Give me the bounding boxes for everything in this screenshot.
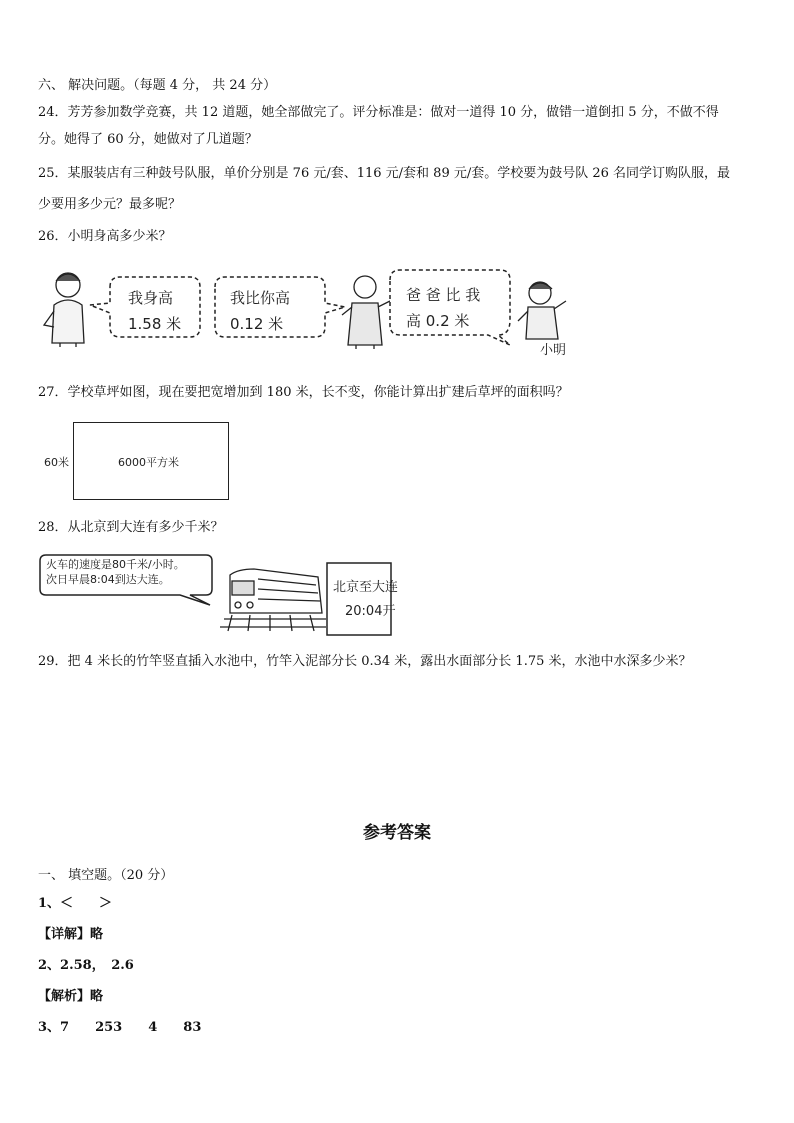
- answer-3: 3、7 253 4 83: [38, 1020, 202, 1035]
- question-24-line-2: 分。她得了 60 分，她做对了几道题？: [38, 132, 258, 147]
- lawn-area-label: 6000平方米: [118, 456, 179, 469]
- answers-title: 参考答案: [363, 823, 431, 843]
- question-29: 29．把 4 米长的竹竿竖直插入水池中，竹竿入泥部分长 0.34 米，露出水面部分长 1.75 米，水池中水深多少米？: [38, 654, 692, 669]
- question-27: 27．学校草坪如图，现在要把宽增加到 180 米，长不变，你能计算出扩建后草坪的面积吗？: [38, 385, 569, 400]
- sign-line-1: 北京至大连: [333, 580, 399, 595]
- answer-1: 1、＜ ＞: [38, 896, 113, 911]
- speech-bubble-3: [390, 270, 510, 345]
- train-icon: [220, 569, 326, 631]
- bubble-3-line-1: 爸 爸 比 我: [406, 286, 481, 304]
- bubble-2-line-2: 0.12 米: [230, 315, 284, 333]
- bubble-2-line-1: 我比你高: [230, 289, 291, 307]
- answer-2: 2、2.58， 2.6: [38, 958, 134, 973]
- lawn-width-label: 60米: [44, 456, 69, 469]
- question-24-line-1: 24．芳芳参加数学竞赛，共 12 道题，她全部做完了。评分标准是：做对一道得 10 分，做错一道倒扣 5 分，不做不得: [38, 105, 719, 120]
- question-28: 28．从北京到大连有多少千米？: [38, 520, 224, 535]
- question-26: 26．小明身高多少米？: [38, 229, 172, 244]
- father-figure: [342, 276, 390, 349]
- bubble-1-line-2: 1.58 米: [128, 315, 182, 333]
- sign-line-2: 20:04开: [345, 604, 396, 619]
- section-heading: 六、 解决问题。（每题 4 分， 共 24 分）: [38, 78, 277, 93]
- q26-illustration: [40, 265, 600, 365]
- answers-section-heading: 一、 填空题。（20 分）: [38, 868, 174, 883]
- train-bubble-line-2: 次日早晨8:04到达大连。: [46, 573, 170, 586]
- station-sign: [327, 563, 391, 635]
- answer-1-detail: 【详解】略: [38, 927, 104, 942]
- question-25-line-2: 少要用多少元？最多呢？: [38, 197, 182, 212]
- girl-figure: [44, 273, 84, 347]
- xiaoming-figure: [518, 282, 566, 339]
- question-25-line-1: 25．某服装店有三种鼓号队服，单价分别是 76 元/套、116 元/套和 89 元/套。学校要为鼓号队 26 名同学订购队服，最: [38, 166, 731, 181]
- answer-2-detail: 【解析】略: [38, 989, 104, 1004]
- bubble-1-line-1: 我身高: [128, 289, 174, 307]
- xiaoming-label: 小明: [540, 343, 567, 358]
- bubble-3-line-2: 高 0.2 米: [406, 312, 470, 330]
- train-bubble-line-1: 火车的速度是80千米/小时。: [46, 558, 185, 571]
